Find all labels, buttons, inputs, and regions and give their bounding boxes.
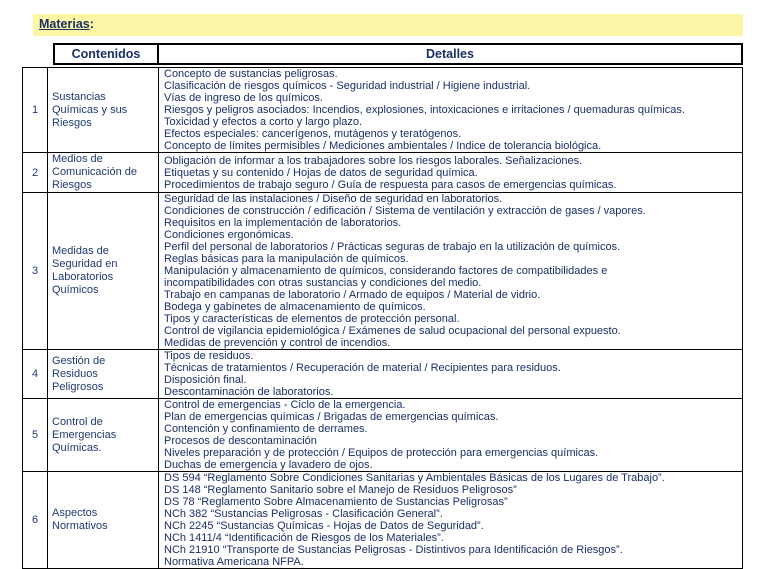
detail-line: Duchas de emergencia y lavadero de ojos.: [164, 459, 373, 471]
row-number: 1: [23, 68, 48, 153]
detail-line: NCh 1411/4 “Identificación de Riesgos de los Materiales”.: [164, 532, 444, 544]
content-line: Sustancias: [52, 90, 106, 103]
table-row: [23, 350, 743, 399]
row-content: [48, 153, 159, 193]
detail-line: Contención y confinamiento de derrames.: [164, 423, 368, 435]
detail-line: NCh 21910 “Transporte de Sustancias Peligrosas - Distintivos para Identificación de Riesgos”.: [164, 544, 623, 556]
table-row: [23, 193, 743, 350]
row-details: [159, 153, 743, 193]
detail-line: Condiciones ergonómicas.: [164, 229, 294, 241]
row-details: [159, 350, 743, 399]
detail-line: DS 78 “Reglamento Sobre Almacenamiento de Sustancias Peligrosas”: [164, 496, 508, 508]
detail-line: Concepto de límites permisibles / Mediciones ambientales / Indice de tolerancia biológica.: [164, 140, 602, 152]
detail-line: Reglas básicas para la manipulación de químicos.: [164, 253, 409, 265]
table-row: [23, 472, 743, 569]
detail-line: DS 148 “Reglamento Sanitario sobre el Manejo de Residuos Peligrosos”: [164, 484, 517, 496]
detail-line: Normativa Americana NFPA.: [164, 556, 304, 568]
detail-line: NCh 2245 “Sustancias Químicas - Hojas de Datos de Seguridad”.: [164, 520, 484, 532]
row-details: [159, 68, 743, 153]
detail-line: Perfil del personal de laboratorios / Prácticas seguras de trabajo en la utilización de químicos.: [164, 241, 621, 253]
detail-line: Vías de ingreso de los químicos.: [164, 92, 323, 104]
detail-line: Descontaminación de laboratorios.: [164, 386, 334, 398]
detail-line: Control de vigilancia epidemiológica / Exámenes de salud ocupacional del personal expuesto.: [164, 325, 621, 337]
detail-line: DS 594 “Reglamento Sobre Condiciones Sanitarias y Ambientales Básicas de los Lugares de Trabajo”.: [164, 472, 665, 484]
row-content: [48, 193, 159, 350]
row-number: 2: [23, 153, 48, 193]
detail-line: Plan de emergencias químicas / Brigadas de emergencias químicas.: [164, 411, 499, 423]
detail-line: Trabajo en campanas de laboratorio / Armado de equipos / Material de vidrio.: [164, 289, 541, 301]
detail-line: Tipos de residuos.: [164, 350, 254, 362]
detail-line: Riesgos y peligros asociados: Incendios, explosiones, intoxicaciones e irritaciones / quemaduras químicas.: [164, 104, 685, 116]
content-line: Gestión de: [52, 354, 106, 367]
header-detalles-label: Detalles: [426, 47, 474, 61]
section-banner: [33, 14, 743, 36]
content-line: Laboratorios: [52, 271, 114, 283]
content-line: Químicas.: [52, 441, 102, 454]
detail-line: Obligación de informar a los trabajadores sobre los riesgos laborales. Señalizaciones.: [164, 154, 583, 167]
row-content: [48, 68, 159, 153]
detail-line: NCh 382 “Sustancias Peligrosas - Clasificación General”.: [164, 508, 443, 520]
row-content: [48, 472, 159, 569]
detail-line: Manipulación y almacenamiento de químicos, considerando factores de compatibilidades e: [164, 265, 608, 277]
content-line: Riesgos: [52, 116, 92, 129]
detail-line: Condiciones de construcción / edificación / Sistema de ventilación y extracción de gases / vapores.: [164, 205, 646, 217]
content-line: Comunicación de: [52, 166, 137, 178]
content-line: Normativos: [52, 520, 108, 532]
section-title-suffix: :: [89, 17, 94, 31]
content-line: Seguridad en: [52, 258, 118, 270]
detail-line: Seguridad de las instalaciones / Diseño de seguridad en laboratorios.: [164, 193, 503, 205]
detail-line: Niveles preparación y de protección / Equipos de protección para emergencias químicas.: [164, 447, 599, 459]
row-number: 5: [23, 399, 48, 472]
detail-line: Toxicidad y efectos a corto y largo plazo.: [164, 116, 363, 128]
header-contenidos: [53, 43, 159, 65]
detail-line: Disposición final.: [164, 374, 247, 386]
row-details: [159, 399, 743, 472]
content-line: Medidas de: [52, 245, 109, 257]
content-line: Riesgos: [52, 179, 92, 191]
detail-line: Procesos de descontaminación: [164, 435, 317, 447]
content-line: Químicos: [52, 284, 99, 296]
row-details: [159, 193, 743, 350]
detail-line: Concepto de sustancias peligrosas.: [164, 68, 338, 80]
row-content: [48, 350, 159, 399]
detail-line: Técnicas de tratamientos / Recuperación de material / Recipientes para residuos.: [164, 362, 561, 374]
content-line: Residuos: [52, 367, 98, 380]
row-number: 6: [23, 472, 48, 569]
content-line: Peligrosos: [52, 380, 104, 393]
table-row: [23, 153, 743, 193]
detail-line: Procedimientos de trabajo seguro / Guía de respuesta para casos de emergencias químicas.: [164, 178, 617, 191]
row-number: 4: [23, 350, 48, 399]
section-title: [39, 17, 94, 31]
content-line: Químicas y sus: [52, 103, 128, 116]
section-title-label: Materias: [39, 17, 90, 31]
row-content: [48, 399, 159, 472]
detail-line: Tipos y características de elementos de protección personal.: [164, 313, 460, 325]
content-line: Medios de: [52, 153, 103, 165]
detail-line: Bodega y gabinetes de almacenamiento de químicos.: [164, 301, 426, 313]
detail-line: Etiquetas y su contenido / Hojas de datos de seguridad química.: [164, 166, 478, 179]
row-number: 3: [23, 193, 48, 350]
detail-line: Control de emergencias - Ciclo de la emergencia.: [164, 399, 406, 411]
content-line: Emergencias: [52, 428, 117, 441]
detail-line: Efectos especiales: cancerígenos, mutágenos y teratógenos.: [164, 128, 462, 140]
row-details: [159, 472, 743, 569]
detail-line: incompatibilidades con otras sustancias y condiciones del medio.: [164, 277, 482, 289]
content-line: Aspectos: [52, 507, 98, 519]
header-contenidos-label: Contenidos: [71, 47, 141, 61]
table-row: [23, 68, 743, 153]
detail-line: Requisitos en la implementación de laboratorios.: [164, 217, 402, 229]
table-row: [23, 399, 743, 472]
header-detalles: [157, 43, 743, 65]
contents-table: [22, 67, 743, 569]
content-line: Control de: [52, 415, 103, 428]
detail-line: Medidas de prevención y control de incendios.: [164, 337, 391, 349]
detail-line: Clasificación de riesgos químicos - Seguridad industrial / Higiene industrial.: [164, 80, 531, 92]
